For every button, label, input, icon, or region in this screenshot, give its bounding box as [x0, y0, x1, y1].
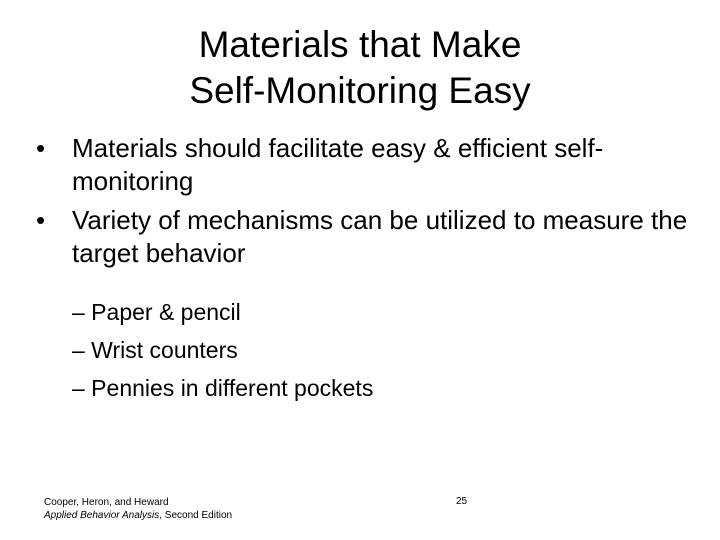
- bullet-item: [36, 132, 706, 198]
- footer-authors: Cooper, Heron, and Heward: [44, 497, 169, 508]
- bullet-item: [36, 204, 706, 270]
- title-line-2: Self-Monitoring Easy: [189, 70, 531, 111]
- subbullet-item: – Paper & pencil: [72, 299, 241, 325]
- slide-title: [60, 22, 660, 114]
- footer-citation: [44, 496, 232, 522]
- page-number: 25: [456, 496, 468, 507]
- subbullet-item: – Wrist counters: [72, 337, 238, 363]
- bullet-text: Variety of mechanisms can be utilized to measure the target behavior: [72, 205, 688, 268]
- subbullet-item: – Pennies in different pockets: [72, 375, 374, 401]
- footer-book-title: Applied Behavior Analysis: [44, 510, 160, 521]
- bullet-marker: •: [36, 205, 46, 235]
- subbullet-list: [72, 299, 373, 413]
- footer-book: [44, 509, 232, 522]
- title-line-1: Materials that Make: [198, 24, 522, 65]
- bullet-marker: •: [36, 133, 46, 163]
- footer-edition: , Second Edition: [159, 510, 233, 521]
- bullet-text: Materials should facilitate easy & efficient self-monitoring: [72, 133, 604, 196]
- bullet-list: [36, 132, 706, 276]
